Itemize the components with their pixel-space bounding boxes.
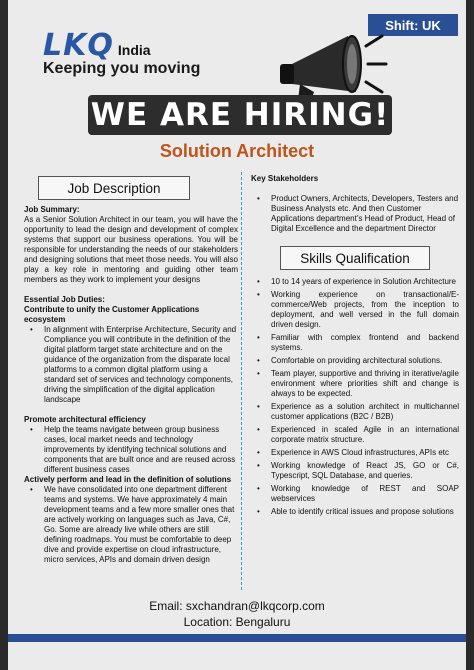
job-poster <box>8 0 466 670</box>
lead-heading: Actively perform and lead in the definition of solutions <box>24 475 232 484</box>
list-item: • Working experience on transactional/E-commerce/Web projects, from the inception to deployment, and well versed in the full domain driven design. <box>251 290 459 330</box>
list-item: • Working knowledge of React JS, GO or C#, Typescript, SQL Database, and queries. <box>251 461 459 481</box>
job-description-body <box>24 205 238 565</box>
role-title: Solution Architect <box>159 141 315 161</box>
logo-mark: LKQ <box>43 28 114 63</box>
shift-badge: Shift: UK <box>368 14 458 36</box>
logo-suffix: India <box>117 42 151 58</box>
company-logo <box>43 28 151 63</box>
list-item: • Help the teams navigate between group business cases, local market needs and technology improvements by identifying technical solutions and components that are built once and are reused across different business cases <box>24 425 238 475</box>
list-item: • Product Owners, Architects, Developers, Testers and Business Analysts etc. And then Customer Applications department’s Head of Product, Head of Digital Excellence and the department Director <box>251 194 459 234</box>
list-item: • Experienced in scaled Agile in an international corporate matrix structure. <box>251 425 459 445</box>
list-item: • Able to identify critical issues and propose solutions <box>251 507 459 517</box>
list-item: • Working knowledge of REST and SOAP webservices <box>251 484 459 504</box>
list-item: • Experience as a solution architect in multichannel customer applications (B2C / B2B) <box>251 402 459 422</box>
lead-list <box>24 485 238 565</box>
hiring-banner <box>88 95 392 135</box>
contact-email: Email: sxchandran@lkqcorp.com <box>149 599 325 613</box>
list-item: • In alignment with Enterprise Architecture, Security and Compliance you will contribute in the definition of the digital platform target state architecture and on the guidance of the organization from the disparate local platforms to a common digital platform using a standard set of services and technology components, driving the simplification of the digital application landscape <box>24 325 238 405</box>
stakeholders-section <box>251 174 459 234</box>
list-item: • We have consolidated into one department different teams and systems. We have approximately 4 main development teams and a few more smaller ones that are actively working on languages such as Java, C#, Go. Some are already live while others are still defining roadmaps. You must be comfortable to deep dive and provide expertise on cloud infrastructure, micro services, APIs and domain driven design <box>24 485 238 565</box>
list-item: • 10 to 14 years of experience in Solution Architecture <box>251 277 459 287</box>
list-item: • Experience in AWS Cloud infrastructures, APIs etc <box>251 448 459 458</box>
tagline: Keeping you moving <box>43 60 201 77</box>
duties-heading: Essential Job Duties: <box>24 295 105 304</box>
summary-text: As a Senior Solution Architect in our team, you will have the opportunity to lead the design and development of complex systems that support our business operations. You will be responsible for understanding the needs of our stakeholders and designing solutions that meet those needs. You will also play a key role in mentoring and guiding other team members as they work to implement your designs <box>24 215 238 284</box>
column-divider <box>241 172 243 590</box>
skills-tab: Skills Qualification <box>280 246 430 270</box>
stakeholders-list <box>251 194 459 234</box>
summary-heading: Job Summary: <box>24 205 80 214</box>
job-description-tab: Job Description <box>38 176 190 200</box>
skills-list <box>251 277 459 517</box>
footer-bar <box>8 634 466 642</box>
stakeholders-heading: Key Stakeholders <box>251 174 319 183</box>
efficiency-list <box>24 425 238 475</box>
duties-subheading: Contribute to unify the Customer Applications ecosystem <box>24 305 200 324</box>
hiring-banner-text: WE ARE HIRING! <box>90 97 390 133</box>
duties-list <box>24 325 238 405</box>
list-item: • Comfortable on providing architectural solutions. <box>251 356 459 366</box>
list-item: • Familiar with complex frontend and backend systems. <box>251 333 459 353</box>
list-item: • Team player, supportive and thriving in iterative/agile environment where priorities shift and change is always to be expected. <box>251 369 459 399</box>
skills-section <box>251 277 459 520</box>
job-location: Location: Bengaluru <box>183 615 291 629</box>
efficiency-heading: Promote architectural efficiency <box>24 415 146 424</box>
